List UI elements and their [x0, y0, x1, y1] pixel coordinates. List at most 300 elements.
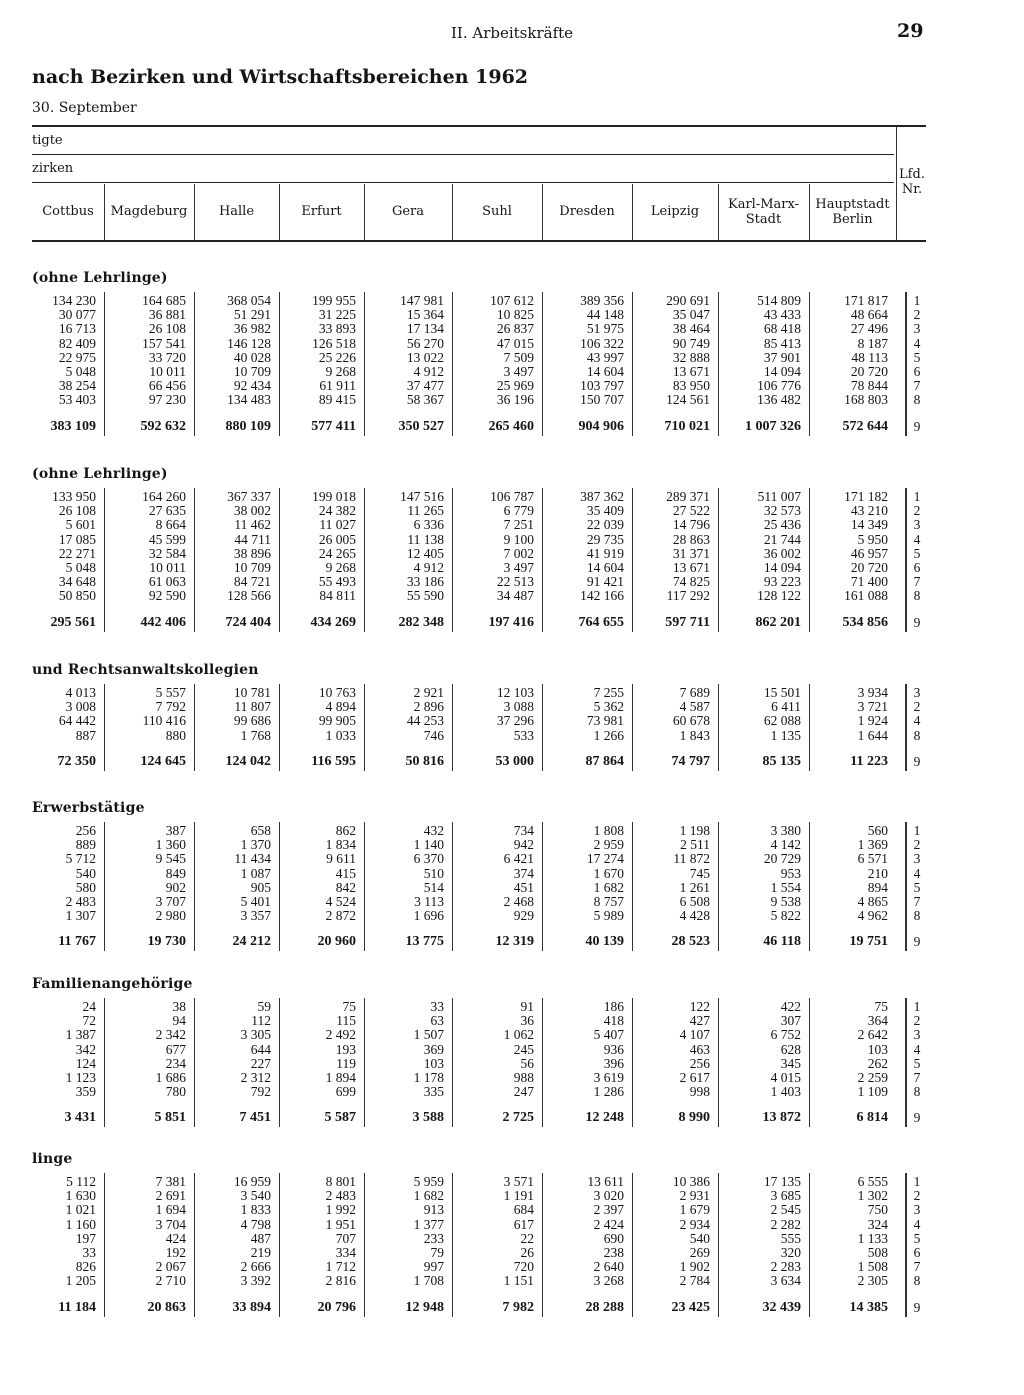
table-cell: 2 896 — [413, 699, 444, 715]
table-cell: 75 — [874, 999, 888, 1014]
table-cell: 3 704 — [155, 1216, 186, 1232]
table-cell: 37 901 — [763, 349, 801, 365]
table-cell: 1 205 — [65, 1273, 96, 1289]
column-divider — [632, 292, 633, 436]
section-title: Familienangehörige — [32, 976, 193, 992]
table-cell: 540 — [75, 865, 96, 881]
table-cell: 25 436 — [763, 517, 801, 533]
table-cell: 164 685 — [142, 293, 186, 308]
table-total-cell: 72 350 — [57, 753, 96, 769]
table-cell: 953 — [780, 865, 801, 881]
table-cell: 8 757 — [593, 894, 624, 909]
table-cell: 699 — [335, 1084, 356, 1100]
table-cell: 61 063 — [148, 574, 186, 590]
table-cell: 10 386 — [672, 1174, 710, 1189]
table-cell: 10 781 — [233, 685, 271, 700]
row-number: 4 — [913, 713, 921, 729]
table-cell: 644 — [250, 1041, 271, 1057]
table-cell: 17 135 — [763, 1174, 801, 1189]
table-total-cell: 710 021 — [664, 418, 710, 434]
column-divider — [542, 998, 543, 1127]
table-cell: 84 811 — [319, 588, 356, 604]
row-number-total: 9 — [913, 1110, 921, 1126]
table-total-cell: 14 385 — [849, 1299, 888, 1315]
column-divider — [279, 998, 280, 1127]
table-cell: 889 — [75, 837, 96, 853]
row-number: 2 — [913, 699, 921, 715]
table-cell: 5 048 — [65, 364, 96, 379]
table-cell: 1 377 — [413, 1216, 444, 1232]
table-cell: 451 — [513, 879, 534, 895]
table-cell: 324 — [867, 1216, 888, 1232]
table-cell: 1 387 — [65, 1027, 96, 1043]
table-cell: 4 798 — [240, 1216, 271, 1232]
table-cell: 78 844 — [850, 378, 888, 394]
table-cell: 2 666 — [240, 1259, 271, 1275]
header-col-divider — [632, 184, 633, 240]
table-total-cell: 442 406 — [140, 614, 186, 630]
table-cell: 37 477 — [406, 378, 444, 394]
table-total-cell: 12 319 — [495, 934, 534, 950]
header-fragment-zirken: zirken — [32, 161, 74, 176]
table-cell: 32 888 — [672, 349, 710, 365]
table-cell: 245 — [513, 1041, 534, 1057]
table-cell: 94 — [172, 1013, 186, 1029]
table-cell: 35 409 — [586, 503, 624, 519]
row-number: 2 — [913, 503, 921, 519]
running-head: II. Arbeitskräfte — [450, 24, 574, 42]
table-cell: 2 980 — [155, 908, 186, 924]
table-cell: 514 — [423, 879, 444, 895]
table-total-cell: 20 960 — [317, 934, 356, 950]
row-number: 7 — [913, 1259, 921, 1275]
table-total-cell: 8 990 — [678, 1110, 710, 1126]
table-cell: 5 601 — [65, 517, 96, 533]
table-cell: 13 022 — [406, 349, 444, 365]
row-number: 2 — [913, 307, 921, 323]
table-cell: 1 191 — [503, 1188, 534, 1204]
row-number-total: 9 — [913, 614, 921, 630]
table-cell: 1 951 — [325, 1216, 356, 1232]
table-cell: 387 — [165, 823, 186, 838]
table-cell: 2 784 — [679, 1273, 710, 1289]
column-divider — [452, 488, 453, 632]
table-cell: 11 807 — [234, 699, 271, 715]
table-cell: 74 825 — [672, 574, 710, 590]
table-cell: 508 — [867, 1245, 888, 1260]
table-cell: 5 557 — [155, 685, 186, 700]
table-total-cell: 116 595 — [311, 753, 356, 769]
table-cell: 1 554 — [770, 879, 801, 895]
table-cell: 887 — [75, 727, 96, 743]
table-cell: 1 902 — [679, 1259, 710, 1275]
table-cell: 43 997 — [586, 349, 624, 365]
header-col-divider — [104, 184, 105, 240]
table-cell: 134 483 — [227, 392, 271, 408]
table-cell: 2 872 — [325, 908, 356, 924]
header-rule-3 — [32, 182, 894, 183]
table-total-cell: 597 711 — [665, 614, 710, 630]
table-cell: 20 720 — [850, 364, 888, 379]
table-total-cell: 434 269 — [310, 614, 356, 630]
table-cell: 193 — [335, 1041, 356, 1057]
table-cell: 26 837 — [496, 321, 534, 337]
column-header-cottbus: Cottbus — [42, 204, 94, 219]
table-cell: 389 356 — [580, 293, 624, 308]
table-cell: 1 507 — [413, 1027, 444, 1043]
table-total-cell: 2 725 — [502, 1110, 534, 1126]
table-cell: 5 712 — [65, 851, 96, 867]
table-cell: 68 418 — [763, 321, 801, 337]
column-divider — [279, 684, 280, 771]
table-cell: 83 950 — [672, 378, 710, 394]
table-total-cell: 534 856 — [842, 614, 888, 630]
table-cell: 40 028 — [233, 349, 271, 365]
table-cell: 3 634 — [770, 1273, 801, 1289]
table-cell: 560 — [867, 823, 888, 838]
table-cell: 1 261 — [679, 879, 710, 895]
table-cell: 56 270 — [406, 335, 444, 351]
table-cell: 533 — [513, 727, 534, 743]
table-cell: 2 545 — [770, 1202, 801, 1218]
table-cell: 58 367 — [406, 392, 444, 408]
table-cell: 8 664 — [155, 517, 186, 533]
table-cell: 6 411 — [771, 699, 801, 715]
table-cell: 5 822 — [770, 908, 801, 924]
table-cell: 5 959 — [413, 1174, 444, 1189]
table-cell: 26 005 — [318, 531, 356, 547]
table-cell: 11 027 — [319, 517, 356, 533]
table-total-cell: 32 439 — [762, 1299, 801, 1315]
table-cell: 364 — [867, 1013, 888, 1029]
table-cell: 540 — [689, 1230, 710, 1246]
column-header-suhl: Suhl — [482, 204, 512, 219]
table-cell: 117 292 — [666, 588, 710, 604]
table-cell: 5 401 — [240, 894, 271, 909]
table-cell: 29 735 — [586, 531, 624, 547]
table-cell: 4 428 — [679, 908, 710, 924]
table-cell: 1 686 — [155, 1070, 186, 1085]
row-number: 7 — [913, 574, 921, 590]
table-cell: 126 518 — [312, 335, 356, 351]
table-cell: 112 — [251, 1013, 271, 1029]
table-cell: 1 768 — [240, 727, 271, 743]
row-number: 8 — [913, 1084, 921, 1100]
table-cell: 10 763 — [318, 685, 356, 700]
column-divider — [718, 998, 719, 1127]
table-cell: 33 893 — [318, 321, 356, 337]
table-cell: 63 — [430, 1013, 444, 1029]
row-number: 5 — [913, 545, 921, 561]
table-cell: 33 — [430, 999, 444, 1014]
column-divider — [632, 684, 633, 771]
row-number: 1 — [913, 1174, 921, 1189]
table-cell: 2 959 — [593, 837, 624, 853]
table-cell: 690 — [603, 1230, 624, 1246]
table-total-cell: 904 906 — [578, 418, 624, 434]
table-cell: 262 — [867, 1055, 888, 1071]
table-total-cell: 265 460 — [488, 418, 534, 434]
table-cell: 4 013 — [65, 685, 96, 700]
table-cell: 1 302 — [857, 1188, 888, 1204]
table-cell: 107 612 — [490, 293, 534, 308]
table-cell: 617 — [513, 1216, 534, 1232]
table-cell: 46 957 — [850, 545, 888, 561]
table-cell: 51 975 — [586, 321, 624, 337]
table-cell: 25 226 — [318, 349, 356, 365]
row-number: 6 — [913, 560, 921, 575]
table-total-cell: 5 587 — [324, 1110, 356, 1126]
table-cell: 4 015 — [770, 1070, 801, 1085]
table-cell: 14 349 — [850, 517, 888, 533]
table-total-cell: 724 404 — [225, 614, 271, 630]
table-cell: 47 015 — [496, 335, 534, 351]
table-cell: 9 268 — [325, 364, 356, 379]
column-divider — [364, 998, 365, 1127]
table-cell: 7 251 — [503, 517, 534, 533]
table-cell: 91 421 — [586, 574, 624, 590]
table-cell: 134 230 — [52, 293, 96, 308]
table-cell: 862 — [335, 823, 356, 838]
table-cell: 79 — [430, 1245, 444, 1260]
table-cell: 186 — [603, 999, 624, 1014]
table-cell: 3 008 — [65, 699, 96, 715]
column-divider — [632, 822, 633, 951]
table-cell: 677 — [165, 1041, 186, 1057]
table-cell: 792 — [250, 1084, 271, 1100]
table-cell: 359 — [75, 1084, 96, 1100]
table-cell: 27 522 — [672, 503, 710, 519]
table-cell: 17 085 — [58, 531, 96, 547]
table-cell: 894 — [867, 879, 888, 895]
table-cell: 51 291 — [233, 307, 271, 323]
column-divider — [809, 998, 810, 1127]
table-cell: 7 002 — [503, 545, 534, 561]
table-cell: 345 — [780, 1055, 801, 1071]
page-number: 29 — [897, 20, 924, 42]
table-cell: 36 881 — [148, 307, 186, 323]
table-total-cell: 295 561 — [50, 614, 96, 630]
table-cell: 415 — [335, 865, 356, 881]
table-cell: 6 555 — [857, 1174, 888, 1189]
table-cell: 11 872 — [673, 851, 710, 867]
column-divider — [194, 998, 195, 1127]
table-cell: 746 — [423, 727, 444, 743]
table-total-cell: 11 184 — [58, 1299, 96, 1315]
table-cell: 1 151 — [503, 1273, 534, 1289]
table-cell: 219 — [250, 1245, 271, 1260]
table-cell: 422 — [780, 999, 801, 1014]
column-divider — [194, 822, 195, 951]
table-cell: 367 337 — [227, 489, 271, 504]
table-cell: 133 950 — [52, 489, 96, 504]
table-cell: 72 — [82, 1013, 96, 1029]
table-cell: 1 694 — [155, 1202, 186, 1218]
table-cell: 45 599 — [148, 531, 186, 547]
table-cell: 913 — [423, 1202, 444, 1218]
table-cell: 2 931 — [679, 1188, 710, 1204]
table-cell: 157 541 — [142, 335, 186, 351]
table-cell: 3 268 — [593, 1273, 624, 1289]
row-number: 8 — [913, 727, 921, 743]
table-cell: 307 — [780, 1013, 801, 1029]
table-cell: 1 123 — [65, 1070, 96, 1085]
table-cell: 7 792 — [155, 699, 186, 715]
table-cell: 9 538 — [770, 894, 801, 909]
table-cell: 7 689 — [679, 685, 710, 700]
column-divider — [364, 292, 365, 436]
table-cell: 269 — [689, 1245, 710, 1260]
table-cell: 9 611 — [326, 851, 356, 867]
column-divider — [279, 488, 280, 632]
section-title: (ohne Lehrlinge) — [32, 270, 168, 286]
column-divider — [542, 822, 543, 951]
table-cell: 161 088 — [844, 588, 888, 604]
table-cell: 38 896 — [233, 545, 271, 561]
table-total-cell: 6 814 — [856, 1110, 888, 1126]
row-number: 4 — [913, 1216, 921, 1232]
row-number: 6 — [913, 364, 921, 379]
table-cell: 1 992 — [325, 1202, 356, 1218]
table-cell: 1 630 — [65, 1188, 96, 1204]
column-divider — [718, 684, 719, 771]
column-divider — [452, 292, 453, 436]
table-cell: 2 617 — [679, 1070, 710, 1085]
table-cell: 256 — [75, 823, 96, 838]
column-header-dresden: Dresden — [559, 204, 615, 219]
table-cell: 38 254 — [58, 378, 96, 394]
table-cell: 147 981 — [400, 293, 444, 308]
table-cell: 37 296 — [496, 713, 534, 729]
table-cell: 3 571 — [503, 1174, 534, 1189]
table-cell: 43 433 — [763, 307, 801, 323]
table-cell: 124 561 — [666, 392, 710, 408]
lfd-divider — [905, 998, 907, 1127]
table-cell: 1 370 — [240, 837, 271, 853]
table-cell: 24 — [82, 999, 96, 1014]
table-cell: 3 685 — [770, 1188, 801, 1204]
column-divider — [452, 684, 453, 771]
table-cell: 60 678 — [672, 713, 710, 729]
table-cell: 106 776 — [757, 378, 801, 394]
row-number: 3 — [913, 685, 921, 700]
table-cell: 1 403 — [770, 1084, 801, 1100]
row-number: 5 — [913, 1230, 921, 1246]
table-cell: 26 108 — [58, 503, 96, 519]
row-number: 4 — [913, 865, 921, 881]
table-cell: 2 342 — [155, 1027, 186, 1043]
header-rule-2 — [32, 154, 894, 155]
row-number: 6 — [913, 1245, 921, 1260]
lfd-divider — [905, 488, 907, 632]
table-cell: 103 797 — [580, 378, 624, 394]
table-cell: 418 — [603, 1013, 624, 1029]
table-cell: 929 — [513, 908, 534, 924]
table-total-cell: 7 451 — [239, 1110, 271, 1126]
page-title: nach Bezirken und Wirtschaftsbereichen 1962 — [32, 66, 529, 88]
table-cell: 66 456 — [148, 378, 186, 394]
table-cell: 5 950 — [857, 531, 888, 547]
table-total-cell: 13 872 — [762, 1110, 801, 1126]
table-cell: 44 148 — [586, 307, 624, 323]
table-cell: 2 492 — [325, 1027, 356, 1043]
table-cell: 33 720 — [148, 349, 186, 365]
section-title: und Rechtsanwaltskollegien — [32, 662, 259, 678]
table-total-cell: 20 863 — [147, 1299, 186, 1315]
header-col-divider — [809, 184, 810, 240]
table-cell: 5 362 — [593, 699, 624, 715]
table-total-cell: 19 730 — [147, 934, 186, 950]
header-col-divider — [194, 184, 195, 240]
section-title: linge — [32, 1151, 73, 1167]
table-cell: 3 721 — [857, 699, 888, 715]
table-total-cell: 197 416 — [488, 614, 534, 630]
table-cell: 26 108 — [148, 321, 186, 337]
table-cell: 1 286 — [593, 1084, 624, 1100]
table-cell: 199 018 — [312, 489, 356, 504]
column-divider — [809, 292, 810, 436]
table-cell: 320 — [780, 1245, 801, 1260]
table-total-cell: 1 007 326 — [745, 418, 801, 434]
table-cell: 3 497 — [503, 364, 534, 379]
table-cell: 368 054 — [227, 293, 271, 308]
row-number: 3 — [913, 321, 921, 337]
table-cell: 48 113 — [851, 349, 888, 365]
row-number: 1 — [913, 489, 921, 504]
table-cell: 427 — [689, 1013, 710, 1029]
table-cell: 7 381 — [155, 1174, 186, 1189]
table-cell: 22 — [520, 1230, 534, 1246]
table-cell: 9 545 — [155, 851, 186, 867]
table-cell: 197 — [75, 1230, 96, 1246]
column-divider — [104, 1173, 105, 1317]
table-cell: 335 — [423, 1084, 444, 1100]
table-cell: 22 513 — [496, 574, 534, 590]
table-cell: 745 — [689, 865, 710, 881]
table-total-cell: 87 864 — [585, 753, 624, 769]
table-total-cell: 19 751 — [849, 934, 888, 950]
table-cell: 2 816 — [325, 1273, 356, 1289]
table-cell: 36 982 — [233, 321, 271, 337]
table-cell: 4 912 — [413, 560, 444, 575]
table-cell: 14 796 — [672, 517, 710, 533]
table-cell: 21 744 — [763, 531, 801, 547]
table-total-cell: 50 816 — [405, 753, 444, 769]
table-cell: 2 067 — [155, 1259, 186, 1275]
table-cell: 53 403 — [58, 392, 96, 408]
table-total-cell: 7 982 — [502, 1299, 534, 1315]
table-cell: 720 — [513, 1259, 534, 1275]
table-total-cell: 572 644 — [842, 418, 888, 434]
table-cell: 41 919 — [586, 545, 624, 561]
table-cell: 424 — [165, 1230, 186, 1246]
table-cell: 3 357 — [240, 908, 271, 924]
table-cell: 2 283 — [770, 1259, 801, 1275]
table-cell: 35 047 — [672, 307, 710, 323]
table-cell: 2 691 — [155, 1188, 186, 1204]
table-cell: 3 540 — [240, 1188, 271, 1204]
row-number: 7 — [913, 1070, 921, 1085]
row-number: 2 — [913, 1013, 921, 1029]
table-cell: 14 604 — [586, 560, 624, 575]
row-number-total: 9 — [913, 934, 921, 950]
column-divider — [632, 998, 633, 1127]
table-cell: 487 — [250, 1230, 271, 1246]
table-cell: 658 — [250, 823, 271, 838]
table-cell: 2 259 — [857, 1070, 888, 1085]
table-cell: 902 — [165, 879, 186, 895]
table-total-cell: 46 118 — [763, 934, 801, 950]
